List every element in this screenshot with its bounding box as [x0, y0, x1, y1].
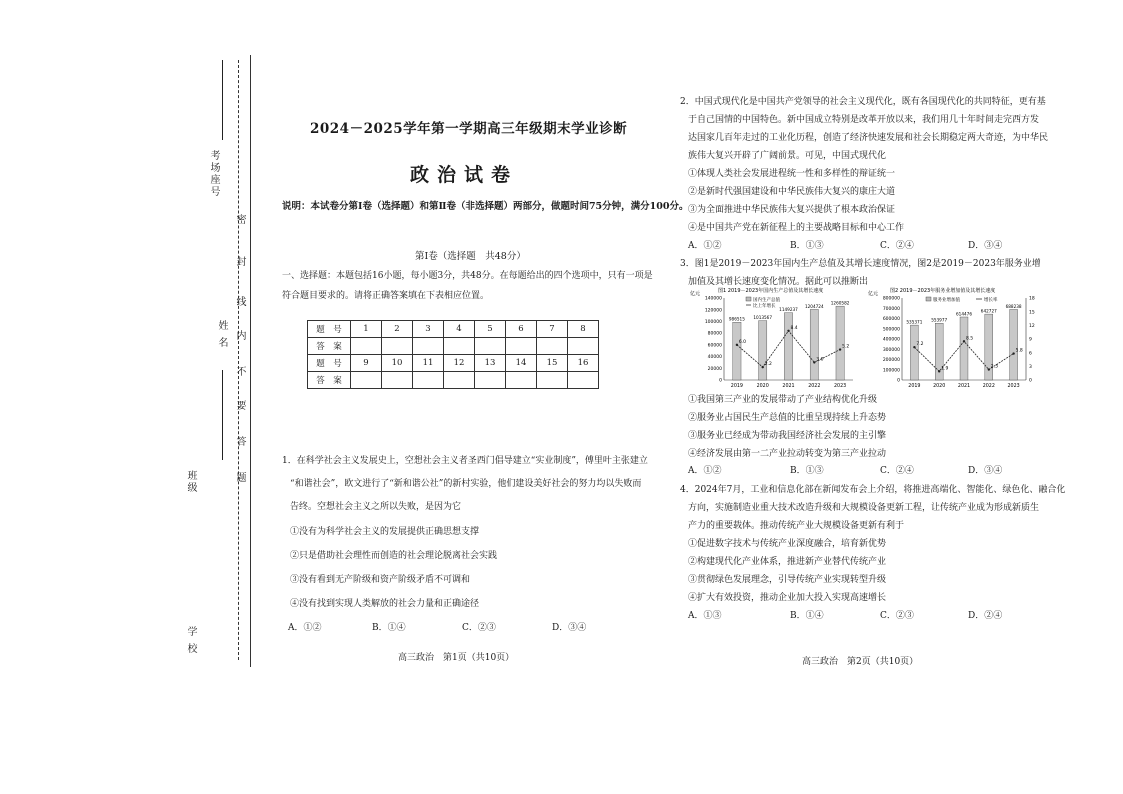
c1-growth-point — [762, 366, 764, 368]
c2-x-tick-label: 2021 — [957, 384, 971, 389]
table-cell: 7 — [537, 321, 568, 338]
c1-growth-point — [787, 330, 789, 332]
c2-bar-value-label: 642727 — [980, 308, 997, 314]
answer-cell[interactable] — [506, 372, 537, 389]
c1-ytick-label: 80000 — [707, 331, 722, 337]
q4-option-1: ①促进数字技术与传统产业深度融合，培育新优势 — [688, 539, 887, 549]
footer-left: 高三政治 第1页（共10页） — [398, 653, 515, 663]
c2-growth-point — [963, 340, 965, 342]
table-cell: 11 — [413, 355, 444, 372]
table-row — [308, 372, 599, 389]
seal-char-4: 内 — [234, 330, 245, 342]
c2-ytick-label: 700000 — [882, 306, 900, 312]
q2-choice-a: A．①② — [688, 241, 722, 251]
c1-ytick-label: 140000 — [704, 296, 722, 302]
q2-stem-1: 2．中国式现代化是中国共产党领导的社会主义现代化，既有各国现代化的共同特征，更有基 — [680, 97, 1046, 107]
c2-growth-point — [1012, 352, 1014, 354]
answer-cell[interactable] — [475, 372, 506, 389]
chart2-ylabel: 亿元 — [868, 291, 879, 297]
answer-cell[interactable] — [382, 338, 413, 355]
q1-option-2: ②只是借助社会理性而创造的社会理论脱离社会实践 — [290, 551, 498, 561]
c1-ytick-label: 40000 — [707, 355, 722, 361]
seal-char-7: 答 — [234, 436, 245, 448]
q4-stem-2: 方向，实施制造业重大技术改造升级和大规模设备更新工程，让传统产业成为形成新质生 — [688, 503, 1040, 513]
q4-choice-c: C．②③ — [880, 611, 914, 621]
q2-option-2: ②是新时代强国建设和中华民族伟大复兴的康庄大道 — [688, 187, 896, 197]
c1-ytick-label: 120000 — [704, 308, 722, 314]
answer-cell[interactable] — [444, 338, 475, 355]
seal-char-3: 线 — [234, 296, 245, 308]
chart1-legend-line: 比上年增长 — [753, 304, 776, 309]
c1-growth-point — [813, 361, 815, 363]
q4-stem-1: 4．2024年7月，工业和信息化部在新闻发布会上介绍，将推进高端化、智能化、绿色化、融合化 — [680, 485, 1066, 495]
c2-ytick-label: 100000 — [882, 368, 900, 374]
q3-stem-1: 3．图1是2019－2023年国内生产总值及其增长速度情况，图2是2019－2023年服务业增 — [680, 259, 1041, 269]
q1-option-3: ③没有看到无产阶级和资产阶级矛盾不可调和 — [290, 575, 471, 585]
c1-growth-label: 8.4 — [790, 325, 798, 331]
c1-growth-label: 3.0 — [816, 357, 824, 363]
table-cell: 10 — [382, 355, 413, 372]
c1-bar-value-label: 1204724 — [804, 303, 824, 309]
c1-growth-label: 5.2 — [842, 344, 850, 350]
answer-cell[interactable] — [537, 338, 568, 355]
c2-y2tick-label: 0 — [1029, 378, 1032, 384]
c2-ytick-label: 300000 — [882, 347, 900, 353]
c1-ytick-label: 20000 — [707, 366, 722, 372]
c1-ytick-label: 100000 — [704, 320, 722, 326]
q4-stem-3: 产力的重要载体。推动传统产业大规模设备更新有利于 — [688, 521, 905, 531]
table-cell: 4 — [444, 321, 475, 338]
c1-x-tick-label: 2019 — [730, 384, 744, 389]
c1-bar-value-label: 1260582 — [830, 300, 850, 306]
c2-bar — [960, 317, 968, 380]
c2-growth-label: 5.8 — [1015, 348, 1023, 354]
section-instruction-1: 一、选择题：本题包括16小题，每小题3分，共48分。在每题给出的四个选项中，只有一项是 — [282, 271, 653, 281]
q1-stem-2: “和谐社会”，欧文进行了“新和谐公社”的新村实验，他们建设美好社会的努力均以失败而 — [290, 479, 642, 489]
answer-cell[interactable] — [506, 338, 537, 355]
c2-growth-point — [938, 370, 940, 372]
c2-growth-point — [913, 346, 915, 348]
c2-y2tick-label: 12 — [1029, 323, 1035, 329]
q2-stem-4: 族伟大复兴开辟了广阔前景。可见，中国式现代化 — [688, 151, 887, 161]
table-header-cell: 题 号 — [308, 321, 351, 338]
answer-cell[interactable] — [568, 372, 599, 389]
c1-ytick-label: 0 — [719, 378, 722, 384]
c2-y2tick-label: 9 — [1029, 337, 1032, 343]
name-label: 姓 名 — [216, 320, 227, 350]
c1-bar — [836, 306, 844, 380]
c1-bar — [784, 313, 792, 380]
q1-stem-3: 告终。空想社会主义之所以失败，是因为它 — [290, 502, 462, 512]
c1-bar-value-label: 986515 — [728, 316, 745, 322]
c1-growth-label: 6.0 — [738, 339, 747, 345]
seal-char-1: 密 — [234, 214, 245, 226]
c2-bar-value-label: 553977 — [931, 317, 948, 323]
c2-growth-label: 1.9 — [941, 366, 949, 372]
q3-option-2: ②服务业占国民生产总值的比重呈现持续上升态势 — [688, 413, 887, 423]
c2-x-tick-label: 2023 — [1007, 384, 1020, 389]
q2-stem-2: 于自己国情的中国特色。新中国成立特别是改革开放以来，我们用几十年时间走完西方发 — [688, 115, 1040, 125]
exam-note: 说明：本试卷分第Ⅰ卷（选择题）和第Ⅱ卷（非选择题）两部分，做题时间75分钟，满分100分。 — [282, 201, 689, 212]
chart2-legend-swatch-bar — [926, 297, 931, 301]
c2-ytick-label: 200000 — [882, 358, 900, 364]
c1-ytick-label: 60000 — [707, 343, 722, 349]
q1-stem-1: 1．在科学社会主义发展史上，空想社会主义者圣西门倡导建立“实业制度”，傅里叶主张建立 — [282, 456, 648, 466]
table-cell: 9 — [351, 355, 382, 372]
q3-option-1: ①我国第三产业的发展带动了产业结构优化升级 — [688, 395, 878, 405]
table-cell: 5 — [475, 321, 506, 338]
chart1-ylabel: 亿元 — [690, 291, 701, 297]
c2-ytick-label: 800000 — [882, 296, 900, 302]
c2-growth-point — [988, 368, 990, 370]
answer-table — [307, 320, 599, 389]
c1-growth-point — [736, 344, 738, 346]
seal-char-2: 封 — [234, 256, 245, 268]
c2-ytick-label: 600000 — [882, 317, 900, 323]
exam-no-fill-line — [222, 60, 223, 140]
answer-cell[interactable] — [351, 372, 382, 389]
c1-bar — [810, 309, 818, 380]
name-fill-line — [222, 370, 223, 460]
answer-cell[interactable] — [351, 338, 382, 355]
answer-cell[interactable] — [475, 338, 506, 355]
c2-y2tick-label: 6 — [1029, 351, 1032, 357]
c1-x-tick-label: 2021 — [782, 384, 795, 389]
q3-option-4: ④经济发展由第一二产业拉动转变为第三产业拉动 — [688, 449, 887, 459]
binding-dashed-line — [238, 60, 239, 660]
q4-choice-a: A．①③ — [688, 611, 722, 621]
q1-option-4: ④没有找到实现人类解放的社会力量和正确途径 — [290, 599, 480, 609]
answer-cell[interactable] — [444, 372, 475, 389]
chart2-legend-line: 增长率 — [984, 298, 998, 303]
c2-ytick-label: 400000 — [882, 337, 900, 343]
q4-option-2: ②构建现代化产业体系，推进新产业替代传统产业 — [688, 557, 887, 567]
q2-choice-d: D．③④ — [968, 241, 1003, 251]
c2-x-tick-label: 2019 — [908, 384, 921, 389]
c1-bar — [733, 322, 741, 380]
c1-growth-label: 2.2 — [764, 362, 772, 368]
table-cell: 8 — [568, 321, 599, 338]
answer-cell[interactable] — [568, 338, 599, 355]
binding-solid-line — [250, 55, 251, 667]
c1-x-tick-label: 2023 — [833, 384, 847, 389]
chart1-legend-swatch-bar — [746, 297, 751, 301]
c2-bar-value-label: 614476 — [956, 311, 972, 317]
q1-choice-a: A．①② — [288, 623, 322, 633]
seal-char-5: 不 — [234, 366, 245, 378]
c1-x-tick-label: 2022 — [808, 384, 821, 389]
c2-x-tick-label: 2020 — [933, 384, 946, 389]
chart1-legend-bar: 国内生产总值 — [753, 298, 780, 303]
answer-cell[interactable] — [413, 338, 444, 355]
c2-y2tick-label: 3 — [1029, 364, 1032, 370]
table-cell: 1 — [351, 321, 382, 338]
subject-title: 政治试卷 — [410, 164, 519, 186]
q3-choice-b: B．①③ — [790, 466, 824, 476]
section-instruction-2: 符合题目要求的。请将正确答案填在下表相应位置。 — [282, 291, 490, 301]
table-cell: 13 — [475, 355, 506, 372]
q3-option-3: ③服务业已经成为带动我国经济社会发展的主引擎 — [688, 431, 887, 441]
answer-cell[interactable] — [537, 372, 568, 389]
table-header-cell: 答 案 — [308, 372, 351, 389]
chart2-legend-bar: 服务业增加值 — [933, 298, 960, 303]
c2-bar-value-label: 688238 — [1005, 303, 1022, 309]
chart-gdp — [688, 284, 858, 392]
chart2-title: 图2 2019－2023年服务业增加值及其增长速度 — [890, 288, 996, 294]
table-cell: 15 — [537, 355, 568, 372]
q1-choice-b: B．①④ — [372, 623, 406, 633]
q4-option-4: ④扩大有效投资，推动企业加大投入实现高速增长 — [688, 593, 887, 603]
exam-title: 2024－2025学年第一学期高三年级期末学业诊断 — [310, 121, 628, 137]
q3-stem-2: 加值及其增长速度变化情况。据此可以推断出 — [688, 277, 869, 287]
table-row — [308, 355, 599, 372]
q2-option-3: ③为全面推进中华民族伟大复兴提供了根本政治保证 — [688, 205, 896, 215]
table-cell: 6 — [506, 321, 537, 338]
class-label: 班级 — [185, 470, 196, 494]
q4-choice-b: B．①④ — [790, 611, 824, 621]
seal-char-8: 题 — [234, 472, 245, 484]
table-header-cell: 答 案 — [308, 338, 351, 355]
table-cell: 3 — [413, 321, 444, 338]
c2-ytick-label: 0 — [897, 378, 900, 384]
exam-no-label: 考场座号 — [208, 150, 219, 198]
c2-bar-value-label: 535371 — [906, 319, 923, 325]
c1-bar — [759, 321, 767, 380]
c1-x-tick-label: 2020 — [756, 384, 769, 389]
c2-growth-label: 2.3 — [990, 364, 998, 370]
q2-choice-b: B．①③ — [790, 241, 824, 251]
school-label: 学 校 — [185, 626, 196, 656]
q2-choice-c: C．②④ — [880, 241, 914, 251]
answer-cell[interactable] — [413, 372, 444, 389]
c2-x-tick-label: 2022 — [982, 384, 995, 389]
c2-bar — [910, 325, 918, 380]
table-row — [308, 338, 599, 355]
table-row — [308, 321, 599, 338]
chart-services — [866, 284, 1038, 392]
c1-bar-value-label: 1149237 — [779, 307, 798, 313]
q2-stem-3: 达国家几百年走过的工业化历程，创造了经济快速发展和社会长期稳定两大奇迹，为中华民 — [688, 133, 1049, 143]
c2-y2tick-label: 18 — [1029, 296, 1035, 302]
table-cell: 12 — [444, 355, 475, 372]
q3-choice-a: A．①② — [688, 466, 722, 476]
answer-cell[interactable] — [382, 372, 413, 389]
table-cell: 16 — [568, 355, 599, 372]
c2-y2tick-label: 15 — [1029, 310, 1035, 316]
q3-choice-c: C．②④ — [880, 466, 914, 476]
chart1-title: 图1 2019－2023年国内生产总值及其增长速度 — [718, 288, 824, 294]
q4-option-3: ③贯彻绿色发展理念，引导传统产业实现转型升级 — [688, 575, 887, 585]
c1-growth-point — [839, 348, 841, 350]
c2-growth-label: 7.2 — [916, 342, 924, 348]
q1-option-1: ①没有为科学社会主义的发展提供正确思想支撑 — [290, 527, 480, 537]
q3-choice-d: D．③④ — [968, 466, 1003, 476]
q1-choice-d: D．③④ — [552, 623, 587, 633]
c2-ytick-label: 500000 — [882, 327, 900, 333]
c2-growth-label: 8.5 — [966, 336, 974, 342]
q2-option-4: ④是中国共产党在新征程上的主要战略目标和中心工作 — [688, 223, 905, 233]
table-header-cell: 题 号 — [308, 355, 351, 372]
seal-char-6: 要 — [234, 400, 245, 412]
table-cell: 14 — [506, 355, 537, 372]
q1-choice-c: C．②③ — [462, 623, 496, 633]
table-cell: 2 — [382, 321, 413, 338]
c2-bar — [1010, 309, 1018, 380]
footer-right: 高三政治 第2页（共10页） — [802, 657, 919, 667]
c1-bar-value-label: 1013567 — [753, 315, 773, 321]
q2-option-1: ①体现人类社会发展进程统一性和多样性的辩证统一 — [688, 169, 896, 179]
q4-choice-d: D．②④ — [968, 611, 1003, 621]
section-heading: 第Ⅰ卷（选择题 共48分） — [415, 251, 526, 262]
